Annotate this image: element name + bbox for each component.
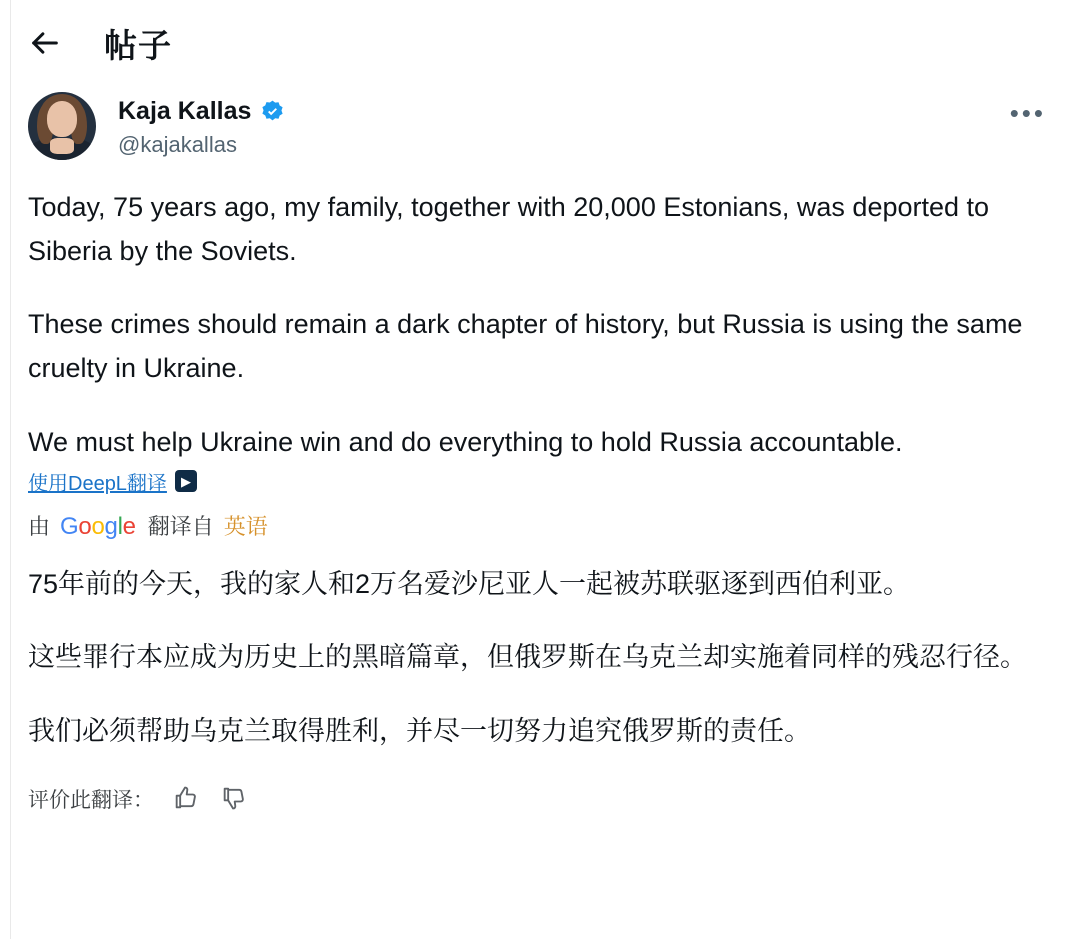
rate-translation-label: 评价此翻译： — [28, 788, 154, 812]
translated-from-label: 翻译自 — [147, 513, 214, 539]
thumb-up-icon[interactable] — [172, 784, 202, 814]
page-header — [0, 0, 1080, 86]
google-logo-letter: G — [60, 512, 79, 540]
google-logo — [60, 513, 136, 541]
thumb-down-icon[interactable] — [220, 784, 250, 814]
deepl-badge-icon: ▶ — [175, 470, 197, 492]
arrow-left-icon — [28, 26, 62, 60]
translated-paragraph: 75年前的今天，我的家人和2万名爱沙尼亚人一起被苏联驱逐到西伯利亚。 — [28, 568, 911, 599]
verified-badge-icon — [260, 99, 285, 124]
tweet-text — [0, 186, 1080, 465]
google-logo-letter: g — [104, 512, 118, 540]
back-button[interactable] — [22, 20, 68, 66]
author-row — [0, 86, 1080, 160]
translated-text — [0, 563, 1080, 754]
translate-by-label: 由 — [28, 513, 51, 539]
google-logo-letter: o — [91, 512, 105, 540]
translation-rating-row — [0, 784, 1080, 814]
source-language-label[interactable]: 英语 — [223, 513, 268, 539]
more-options-icon[interactable]: ••• — [1009, 98, 1046, 128]
deepl-translate-link[interactable]: 使用DeepL翻译 — [28, 472, 167, 495]
google-logo-letter: o — [78, 512, 92, 540]
page-title: 帖子 — [104, 26, 172, 64]
author-handle[interactable]: @kajakallas — [118, 132, 237, 158]
author-display-name[interactable]: Kaja Kallas — [118, 97, 252, 125]
author-avatar[interactable] — [28, 92, 96, 160]
author-names — [118, 96, 285, 159]
google-logo-letter: l — [117, 512, 123, 540]
translated-paragraph: 这些罪行本应成为历史上的黑暗篇章，但俄罗斯在乌克兰却实施着同样的残忍行径。 — [28, 642, 1027, 673]
tweet-paragraph: Today, 75 years ago, my family, together with 20,000 Estonians, was deported to Siberia by the Soviets. — [28, 192, 990, 266]
translated-paragraph: 我们必须帮助乌克兰取得胜利，并尽一切努力追究俄罗斯的责任。 — [28, 716, 811, 747]
tweet-paragraph: We must help Ukraine win and do everything to hold Russia accountable. — [28, 426, 903, 457]
deepl-translate-row[interactable] — [0, 467, 1080, 496]
tweet-paragraph: These crimes should remain a dark chapter of history, but Russia is using the same cruelty in Ukraine. — [28, 309, 1023, 384]
google-translate-attribution — [0, 510, 1080, 541]
google-logo-letter: e — [122, 512, 136, 540]
